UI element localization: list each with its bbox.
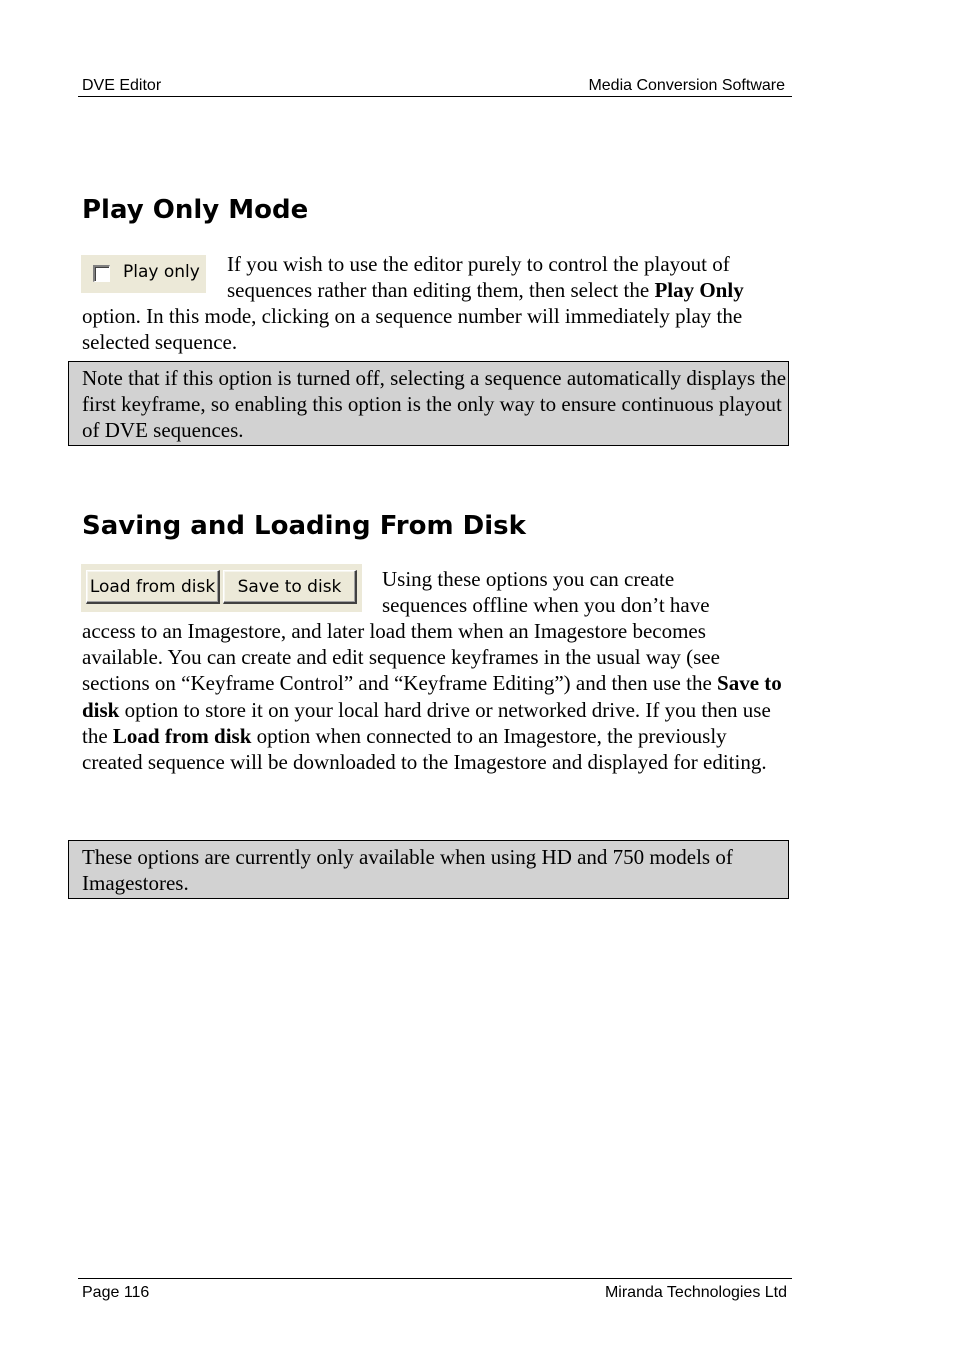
load-from-disk-bold: Load from disk xyxy=(112,723,252,748)
play-only-note: Note that if this option is turned off, selecting a sequence automatically displays the first keyframe, so enabling this option is the only way to ensure continuous playout of DVE sequences. xyxy=(68,361,789,446)
save-to-disk-button[interactable]: Save to disk xyxy=(223,570,357,604)
load-from-disk-button[interactable]: Load from disk xyxy=(86,570,220,604)
play-only-para-rest: option. In this mode, clicking on a sequence number will immediately play the selected sequence. xyxy=(82,304,743,355)
section-title-saving-loading: Saving and Loading From Disk xyxy=(82,511,526,541)
play-only-para-line1: If you wish to use the editor purely to control the playout of xyxy=(227,252,730,276)
disk-para-line2: sequences offline when you don’t have xyxy=(382,593,710,617)
play-only-checkbox[interactable] xyxy=(81,255,206,293)
header-left: DVE Editor xyxy=(82,77,162,94)
play-only-checkbox-label: Play only xyxy=(123,262,200,282)
footer-page-number: Page 116 xyxy=(82,1284,150,1301)
header-rule xyxy=(78,96,792,97)
footer-rule xyxy=(78,1278,792,1279)
play-only-bold: Play Only xyxy=(654,278,744,302)
checkbox-box-icon[interactable] xyxy=(93,265,110,282)
save-to-disk-bold: Save to disk xyxy=(82,671,782,722)
footer-company: Miranda Technologies Ltd xyxy=(604,1284,787,1301)
disk-para-line1: Using these options you can create xyxy=(382,567,675,591)
section-title-play-only: Play Only Mode xyxy=(82,195,309,225)
header-right: Media Conversion Software xyxy=(588,77,785,94)
play-only-para-line2: sequences rather than editing them, then select the Play Only xyxy=(227,278,744,302)
disk-note: These options are currently only available when using HD and 750 models of Imagestores. xyxy=(68,840,789,899)
disk-buttons-panel xyxy=(81,564,362,612)
disk-para-rest: access to an Imagestore, and later load them when an Imagestore becomes available. You can create and edit sequence keyframes in the usual way (see sections on “Keyframe Control” and “Keyframe Editing”) and then use the Save to disk option to store it on your local hard drive or networked drive. If you then use the Load from disk option when connected to an Imagestore, the previously created sequence will be downloaded to the Imagestore and displayed for editing. xyxy=(82,619,782,775)
